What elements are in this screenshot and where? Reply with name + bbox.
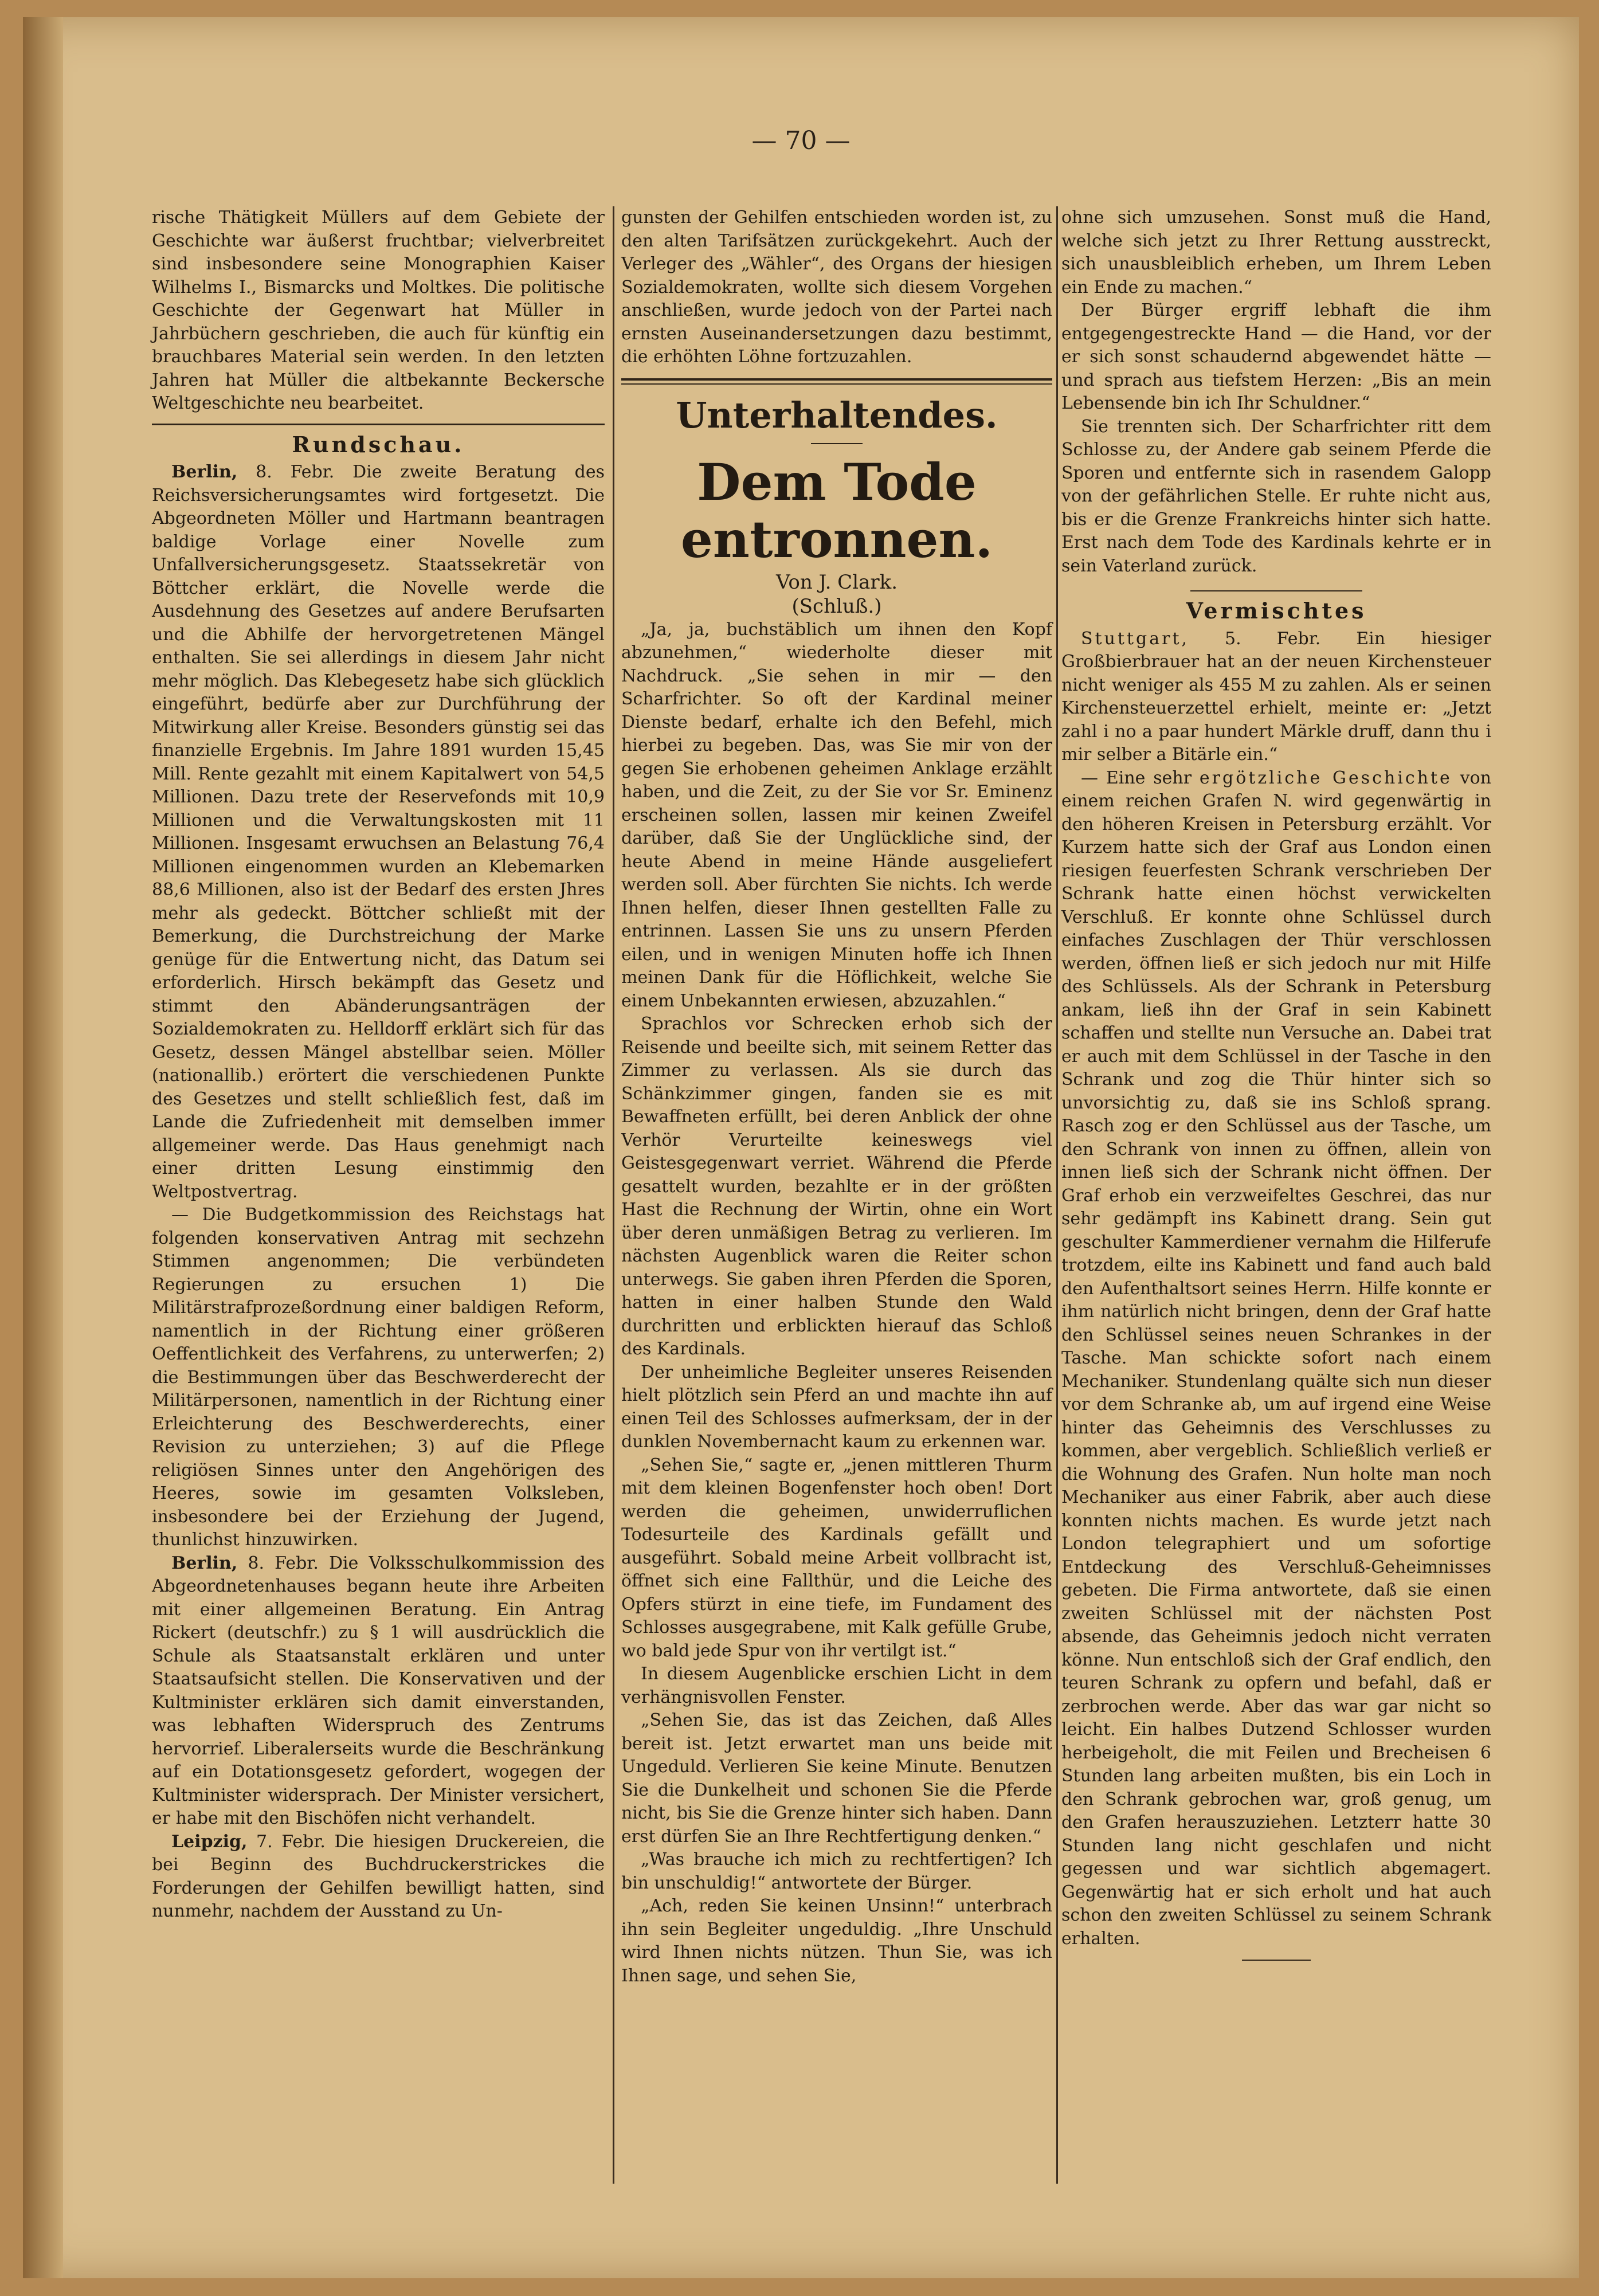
page-number: — 70 — [751, 126, 851, 155]
news-item-budget: — Die Budgetkommission des Reichstags hat folgenden konservativen Antrag mit sechzehn Stimmen angenommen; Die verbündeten Regierungen zu ersuchen 1) Die Militärstrafprozeßordnung einer baldigen Reform, namentlich in der Richtung einer größeren Oeffentlichkeit des Verfahrens, zu unterwerfen; 2) die Bestimmungen über das Beschwerderecht der Militärpersonen, namentlich in der Richtung einer Erleichterung des Beschwerderechts, einer Revision zu unterziehen; 3) auf die Pflege religiösen Sinnes unter den Angehörigen des Heeres, sowie im gesamten Volksleben, insbesondere bei der Erziehung der Jugend, thunlichst hinzuwirken. [152, 1205, 605, 1550]
story-paragraph: „Sehen Sie,“ sagte er, „jenen mittleren Thurm mit dem kleinen Bogenfenster hoch oben! Dort werden die geheimen, unwiderruflichen Todesurteile des Kardinals gefällt und ausgeführt. Sobald meine Arbeit vollbracht ist, öffnet sich eine Fallthür, und die Leiche des Opfers stürzt in eine tiefe, im Fundament des Schlosses ausgegrabene, mit Kalk gefülle Grube, wo bald jede Spur von ihr vertilgt ist.“ [621, 1455, 1052, 1661]
story-paragraph: In diesem Augenblicke erschien Licht in dem verhängnisvollen Fenster. [621, 1664, 1052, 1707]
rundschau-heading: Rundschau. [292, 431, 465, 457]
story-paragraph: „Sehen Sie, das ist das Zeichen, daß Alles bereit ist. Jetzt erwartet man uns beide mit Ungeduld. Verlieren Sie keine Minute. Benutzen Sie die Dunkelheit und schonen Sie die Pferde nicht, bis Sie die Grenze hinter sich haben. Dann erst dürfen Sie an Ihre Rechtfertigung denken.“ [621, 1710, 1052, 1847]
column-1 [152, 206, 605, 1923]
vermischtes-heading: Vermischtes [1186, 598, 1367, 624]
unterhaltendes-heading: Unterhaltendes. [676, 394, 998, 436]
newspaper-page [23, 17, 1579, 2278]
story-paragraph: „Ach, reden Sie keinen Unsinn!“ unterbrach ihn sein Begleiter ungeduldig. „Ihre Unschuld wird Ihnen nichts nützen. Thun Sie, was ich Ihnen sage, und sehen Sie, [621, 1896, 1052, 1986]
spaced-emphasis: ergötzliche Geschichte [1199, 767, 1452, 788]
short-divider [811, 443, 863, 444]
story-paragraph: Der Bürger ergriff lebhaft die ihm entgegengestreckte Hand — die Hand, vor der er sich sonst schaudernd abgewendet hätte — und sprach aus tiefstem Herzen: „Bis an mein Lebensende bin ich Ihr Schuldner.“ [1061, 300, 1491, 413]
column-divider-2 [1056, 206, 1058, 2184]
story-paragraph: Sprachlos vor Schrecken erhob sich der Reisende und beeilte sich, mit seinem Retter das Zimmer zu verlassen. Als sie durch das Schänkzimmer gingen, fanden sie es mit Bewaffneten erfüllt, bei deren Anblick der ohne Verhör Verurteilte keineswegs viel Geistesgegenwart verriet. Während die Pferde gesattelt wurden, bezahlte er in der größten Hast die Rechnung der Wirtin, ohne ein Wort über deren unmäßigen Betrag zu verlieren. Im nächsten Augenblick waren die Reiter schon unterwegs. Sie gaben ihren Pferden die Sporen, hatten in einer halben Stunde den Wald durchritten und erblickten hierauf das Schloß des Kardinals. [621, 1014, 1052, 1359]
story-author: Von J. Clark. [775, 570, 898, 594]
section-divider [152, 424, 605, 425]
story-continuation: ohne sich umzusehen. Sonst muß die Hand, welche sich jetzt zu Ihrer Rettung ausstreckt, sich unausbleiblich erheben, um Ihrem Leben ein Ende zu machen.“ [1061, 207, 1491, 297]
story-paragraph: Der unheimliche Begleiter unseres Reisenden hielt plötzlich sein Pferd an und machte ihn auf einen Teil des Schlosses aufmerksam, der in der dunklen Novembernacht kaum zu erkennen war. [621, 1362, 1052, 1452]
dateline-place: Leipzig, [171, 1831, 248, 1852]
news-item-stuttgart [1061, 628, 1491, 767]
story-paragraph: „Ja, ja, buchstäblich um ihnen den Kopf abzunehmen,“ wiederholte dieser mit Nachdruck. „Sie sehen in mir — den Scharfrichter. So oft der Kardinal meiner Dienste bedarf, erhalte ich den Befehl, mich hierbei zu begeben. Das, was Sie mir von der gegen Sie erhobenen geheimen Anklage erzählt haben, und die Zeit, zu der Sie vor Sr. Eminenz erscheinen sollen, lassen mir keinen Zweifel darüber, daß Sie der Unglückliche sind, der heute Abend in meine Hände ausgeliefert werden soll. Aber fürchten Sie nichts. Ich werde Ihnen helfen, dieser Ihnen gestellten Falle zu entrinnen. Lassen Sie uns zu unsern Pferden eilen, und in wenigen Minuten hoffe ich Ihnen meinen Dank für die Höflichkeit, welche Sie einem Unbekannten erwiesen, abzuzahlen.“ [621, 619, 1052, 1011]
news-item-berlin-1 [152, 461, 605, 1204]
story-paragraph: Sie trennten sich. Der Scharfrichter ritt dem Schlosse zu, der Andere gab seinem Pferde die Sporen und entfernte sich in rasendem Galopp von der gefährlichen Stelle. Er ruhte nicht aus, bis er die Grenze Frankreichs hinter sich hatte. Erst nach dem Tode des Kardinals kehrte er in sein Vaterland zurück. [1061, 416, 1491, 576]
article-intro: rische Thätigkeit Müllers auf dem Gebiete der Geschichte war äußerst fruchtbar; vielverbreitet sind insbesondere seine Monographien Kaiser Wilhelms I., Bismarcks und Moltkes. Die politische Geschichte der Gegenwart hat Müller in Jahrbüchern geschrieben, die auch für künftig ein brauchbares Material sein werden. In den letzten Jahren hat Müller die altbekannte Beckersche Weltgeschichte neu bearbeitet. [152, 207, 605, 413]
news-text: 5. Febr. Ein hiesiger Großbierbrauer hat an der neuen Kirchensteuer nicht weniger als 455 M zu zahlen. Als er seinen Kirchensteuerzettel erhielt, meinte er: „Jetzt zahl i no a paar hundert Märkle druff, dann thu i mir selber a Bitärle ein.“ [1061, 628, 1491, 765]
story-part: (Schluß.) [791, 594, 882, 618]
column-2 [621, 206, 1052, 1988]
news-item-leipzig [152, 1831, 605, 1923]
section-divider [621, 378, 1052, 385]
short-divider [1190, 590, 1362, 591]
story-title: Dem Tode entronnen. [680, 452, 993, 569]
dateline-place: Berlin, [171, 462, 238, 482]
column-3 [1061, 206, 1491, 1966]
news-item-petersburg [1061, 767, 1491, 1951]
leipzig-continuation: gunsten der Gehilfen entschieden worden ist, zu den alten Tarifsätzen zurückgekehrt. Auch der Verleger des „Wähler“, des Organs der hiesigen Sozialdemokraten, wollte sich diesem Vorgehen anschließen, wurde jedoch von der Partei nach ernsten Auseinandersetzungen dazu bestimmt, die erhöhten Löhne fortzuzahlen. [621, 207, 1052, 367]
binding-edge [23, 17, 63, 2278]
dateline-place: Berlin, [171, 1553, 238, 1573]
news-text: 8. Febr. Die Volksschulkommission des Abgeordnetenhauses begann heute ihre Arbeiten mit einer allgemeinen Beratung. Ein Antrag Rickert (deutschfr.) zu § 1 will ausdrücklich die Schule als Staatsanstalt erklären und unter Staatsaufsicht stellen. Die Konservativen und der Kultminister erklären sich damit einverstanden, was lebhaften Widerspruch des Zentrums hervorrief. Liberalerseits wurde die Beschränkung auf ein Dotationsgesetz gefordert, wogegen der Kultminister widersprach. Der Minister versichert, er habe mit den Bischöfen nicht verhandelt. [152, 1553, 605, 1828]
news-text: 7. Febr. Die hiesigen Druckereien, die bei Beginn des Buchdruckerstrickes die Forderungen der Gehilfen bewilligt hatten, sind nunmehr, nachdem der Ausstand zu Un- [152, 1831, 605, 1921]
end-divider [1242, 1960, 1311, 1961]
news-lead: — Eine sehr [1081, 767, 1192, 788]
news-text: von einem reichen Grafen N. wird gegenwärtig in den höheren Kreisen in Petersburg erzählt. Vor Kurzem hatte sich der Graf aus London einen riesigen feuerfesten Schrank verschrieben Der Schrank hatte einen höchst verwickelten Verschluß. Er konnte ohne Schlüssel durch einfaches Zuschlagen der Thür verschlossen werden, öffnen ließ er sich jedoch nur mit Hilfe des Schlüssels. Als der Schrank in Petersburg ankam, ließ ihn der Graf in sein Kabinett schaffen und stellte nun Versuche an. Dabei trat er auch mit dem Schlüssel in der Tasche in den Schrank und zog die Thür hinter sich so unvorsichtig zu, daß sie ins Schloß sprang. Rasch zog er den Schlüssel aus der Tasche, um den Schrank von innen zu öffnen, allein von innen ließ sich der Schrank nicht öffnen. Der Graf erhob ein verzweifeltes Geschrei, das nur sehr gedämpft ins Kabinett drang. Sein gut geschulter Kammerdiener vernahm die Hilferufe trotzdem, eilte ins Kabinett und fand auch bald den Aufenthaltsort seines Herrn. Hilfe konnte er ihm natürlich nicht bringen, denn der Graf hatte den Schlüssel seines neuen Schrankes in der Tasche. Man schickte sofort nach einem Mechaniker. Stundenlang quälte sich nun dieser vor dem Schranke ab, um auf irgend eine Weise hinter das Geheimnis des Verschlusses zu kommen, aber vergeblich. Schließlich verließ er die Wohnung des Grafen. Nun holte man noch Mechaniker aus einer Fabrik, aber auch diese konnten nichts machen. Es wurde jetzt nach London telegraphiert und um sofortige Entdeckung des Verschluß-Geheimnisses gebeten. Die Firma antwortete, daß sie einen zweiten Schlüssel mit der nächsten Post absende, das Geheimnis jedoch nicht verraten könne. Nun entschloß sich der Graf endlich, den teuren Schrank zu opfern und befahl, daß er zerbrochen werde. Aber das war gar nicht so leicht. Ein halbes Dutzend Schlosser wurden herbeigeholt, die mit Feilen und Brecheisen 6 Stunden lang arbeiten mußten, bis ein Loch in den Schrank gebrochen war, groß genug, um den Grafen herauszuziehen. Letzterr hatte 30 Stunden lang nicht geschlafen und nicht gegessen und war sichtlich abgemagert. Gegenwärtig hat er sich erholt und hat auch schon den zweiten Schlüssel zu seinem Schrank erhalten. [1061, 767, 1491, 1949]
dateline-place: Stuttgart, [1081, 628, 1190, 649]
column-divider-1 [613, 206, 614, 2184]
story-paragraph: „Was brauche ich mich zu rechtfertigen? Ich bin unschuldig!“ antwortete der Bürger. [621, 1850, 1052, 1893]
news-text: 8. Febr. Die zweite Beratung des Reichsversicherungsamtes wird fortgesetzt. Die Abgeordneten Möller und Hartmann beantragen baldige Vorlage einer Novelle zum Unfallversicherungsgesetz. Staatssekretär von Böttcher erklärt, die Novelle werde die Ausdehnung des Gesetzes auf andere Berufsarten und die Abhilfe der hervorgetretenen Mängel enthalten. Sie sei allerdings in diesem Jahr nicht mehr möglich. Das Klebegesetz habe sich glücklich eingeführt, bedürfe aber zur Durchführung der Mitwirkung aller Kreise. Besonders günstig sei das finanzielle Ergebnis. Im Jahre 1891 wurden 15,45 Mill. Rente gezahlt mit einem Kapitalwert von 54,5 Millionen. Dazu trete der Reservefonds mit 10,9 Millionen und die Verwaltungskosten mit 11 Millionen. Insgesamt erwuchsen an Belastung 76,4 Millionen eingenommen wurden an Klebemarken 88,6 Millionen, also ist der Bedarf des ersten Jhres mehr als gedeckt. Böttcher schließt mit der Bemerkung, die Durchstreichung der Marke genüge für die Entwertung nicht, das Datum sei erforderlich. Hirsch bekämpft das Gesetz und stimmt den Abänderungsanträgen der Sozialdemokraten zu. Helldorff erklärt sich für das Gesetz, dessen Mängel abstellbar seien. Möller (nationallib.) erörtert die verschiedenen Punkte des Gesetzes und stellt schließlich fest, daß im Lande die Zufriedenheit mit demselben immer allgemeiner werde. Das Haus genehmigt nach einer dritten Lesung einstimmig den Weltpostvertrag. [152, 462, 605, 1202]
news-item-berlin-2 [152, 1552, 605, 1831]
